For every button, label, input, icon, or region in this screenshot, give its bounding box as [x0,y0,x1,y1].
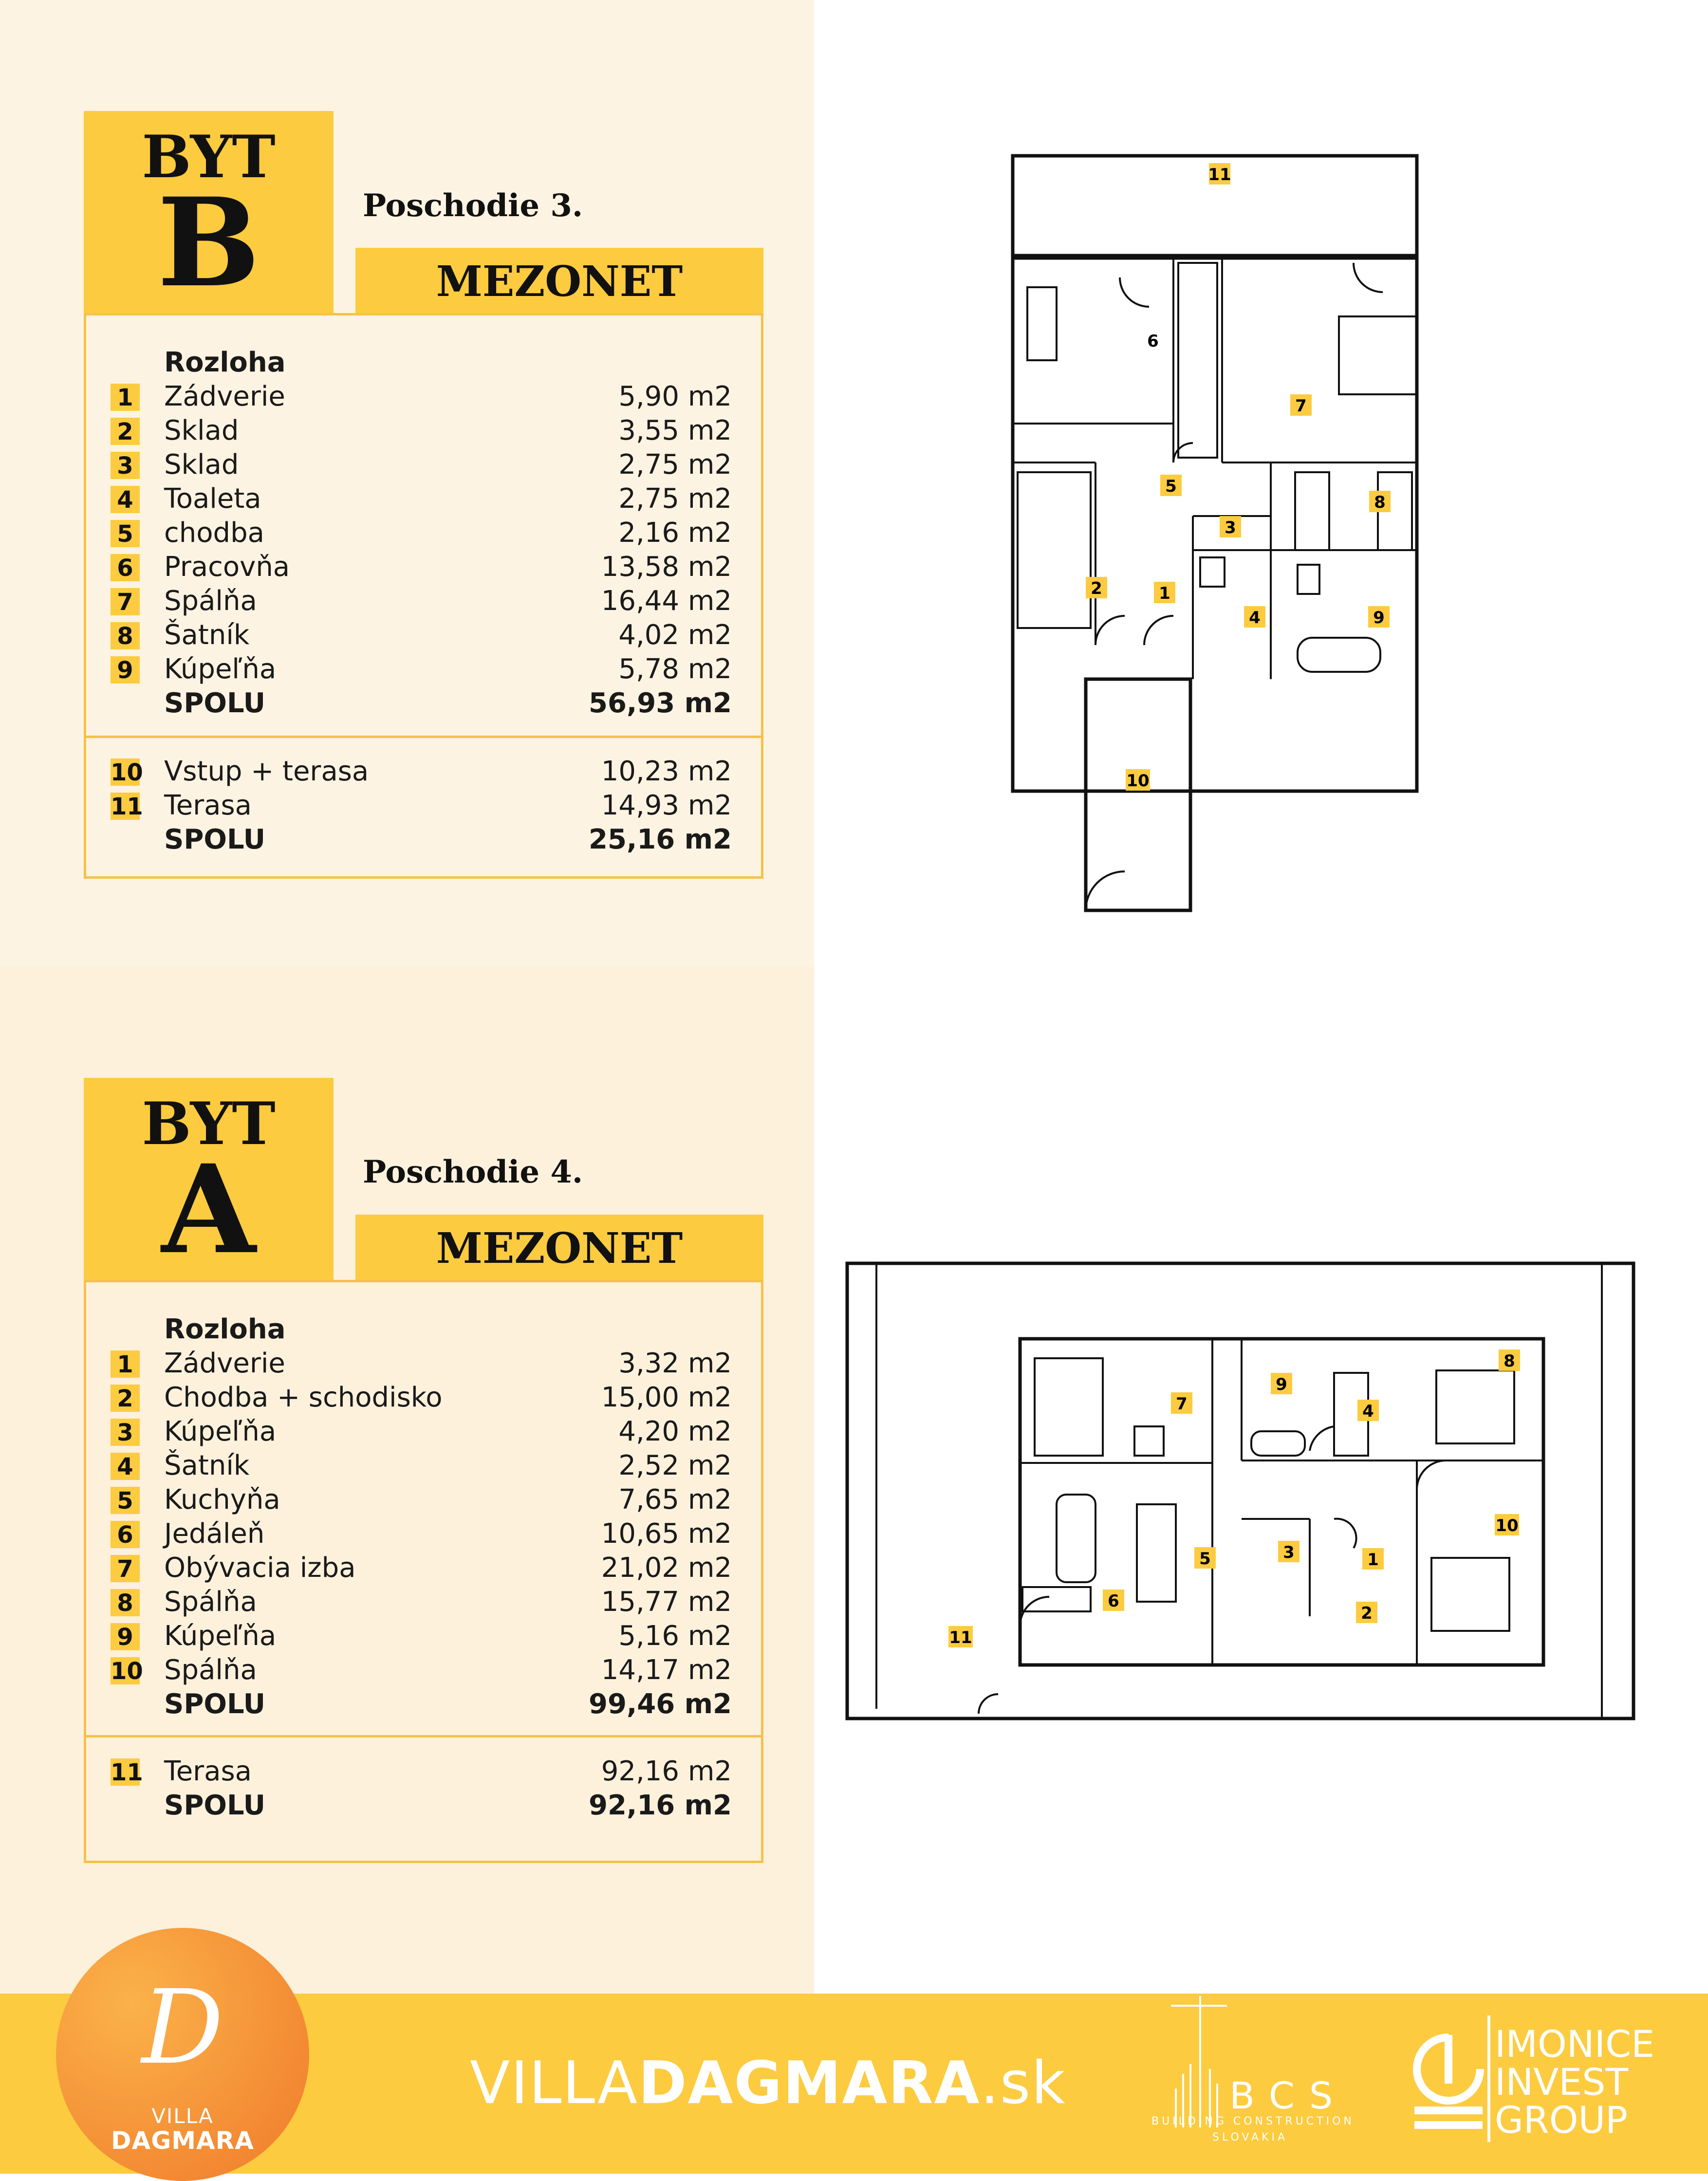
unit-b-room-number-badge: 8 [111,622,140,649]
plan-a-label-11: 11 [949,1628,972,1647]
bcs-subtitle-2: SLOVAKIA [1212,2131,1288,2144]
unit-a-extra-name: Terasa [164,1756,252,1787]
unit-b-room-name: Spálňa [164,585,257,617]
unit-a-room-area: 21,02 m2 [601,1552,732,1584]
plan-a-label-4: 4 [1362,1402,1374,1421]
unit-b-room-name: Sklad [164,415,239,446]
unit-b-room-row [86,618,761,652]
plan-b-outline [1013,256,1417,791]
unit-b-room-name: Toaleta [164,483,261,515]
bcs-name: BCS [1229,2074,1348,2117]
logo-dagmara-text: DAGMARA [111,2126,254,2155]
plan-a-label-5: 5 [1199,1549,1211,1569]
website-link[interactable]: VILLADAGMARA.sk [470,2050,1066,2117]
unit-a-heading: Rozloha [164,1313,286,1345]
unit-a-panel [0,966,814,1994]
unit-b-room-name: Pracovňa [164,551,290,583]
unit-a-room-area: 2,52 m2 [618,1450,732,1481]
unit-a-room-area: 7,65 m2 [618,1484,732,1516]
unit-b-room-area: 16,44 m2 [601,585,732,617]
unit-b-panel [0,0,814,966]
unit-a-room-name: Kúpeľňa [164,1416,277,1447]
logo-villa-text: VILLA [151,2104,214,2128]
plan-b-terrace-entry [1086,679,1190,910]
unit-a-letter: A [161,1138,256,1281]
unit-a-room-area: 14,17 m2 [601,1654,732,1686]
unit-b-room-name: Zádverie [164,381,285,412]
unit-b-room-name: Šatník [164,619,250,651]
unit-a-extra-area: 92,16 m2 [601,1756,732,1787]
unit-b-room-area: 2,16 m2 [618,517,732,549]
plan-b-label-10: 10 [1126,771,1150,791]
unit-b-room-number-badge: 6 [111,554,140,581]
unit-a-room-area: 5,16 m2 [618,1620,732,1652]
unit-b-room-area: 5,90 m2 [618,381,732,412]
unit-b-byt: BYT [142,123,276,191]
unit-a-divider [86,1735,761,1737]
unit-a-room-area: 15,00 m2 [601,1382,732,1413]
unit-a-room-row [86,1415,761,1449]
unit-b-title-box [84,111,334,313]
unit-b-extras-total-row: SPOLU 25,16 m2 [164,824,732,855]
unit-b-extra-name: Terasa [164,790,252,821]
unit-a-room-number-badge: 8 [111,1589,140,1616]
unit-a-room-name: Spálňa [164,1586,257,1618]
unit-b-floor-plan [998,146,1436,925]
unit-b-extra-number-badge: 10 [111,759,143,786]
plan-a-label-7: 7 [1176,1394,1188,1414]
unit-b-extra-area: 14,93 m2 [601,790,732,821]
unit-b-room-area: 5,78 m2 [618,653,732,685]
unit-b-room-name: Kúpeľňa [164,653,277,685]
unit-a-room-row [86,1653,761,1687]
unit-b-heading: Rozloha [164,347,286,378]
imonice-logo-icon [1407,2025,1490,2142]
unit-b-letter: B [157,171,260,314]
unit-a-floor-plan [842,1256,1646,1772]
unit-a-room-name: Chodba + schodisko [164,1382,443,1413]
plan-b-label-3: 3 [1225,518,1236,537]
unit-a-room-row [86,1381,761,1415]
unit-a-room-name: Kúpeľňa [164,1620,277,1652]
unit-a-room-area: 4,20 m2 [618,1416,732,1447]
unit-b-room-row [86,516,761,550]
imonice-divider [1487,2015,1490,2142]
unit-a-room-number-badge: 6 [111,1521,140,1548]
unit-b-room-area: 13,58 m2 [601,551,732,583]
imonice-line-3: GROUP [1495,2098,1628,2142]
unit-a-room-name: Jedáleň [164,1518,265,1550]
unit-b-divider [86,736,761,738]
unit-b-room-number-badge: 3 [111,452,140,479]
unit-a-type: MEZONET [355,1215,763,1280]
unit-a-room-number-badge: 3 [111,1419,140,1446]
unit-b-room-row [86,380,761,414]
unit-a-room-area: 3,32 m2 [618,1348,732,1379]
bcs-subtitle-1: BUILDING CONSTRUCTION [1151,2115,1355,2127]
unit-a-byt: BYT [142,1090,276,1158]
unit-b-room-area: 2,75 m2 [618,483,732,515]
unit-b-room-row [86,584,761,618]
plan-b-label-4: 4 [1249,608,1261,628]
unit-a-room-number-badge: 7 [111,1555,140,1582]
plan-a-label-3: 3 [1283,1543,1295,1562]
unit-b-floor: Poschodie 3. [363,187,583,224]
unit-a-room-row [86,1551,761,1585]
unit-b-room-number-badge: 9 [111,656,140,684]
plan-b-label-9: 9 [1373,608,1385,628]
unit-a-room-name: Spálňa [164,1654,257,1686]
unit-a-total-row: SPOLU 99,46 m2 [164,1688,732,1720]
plan-b-label-7: 7 [1295,396,1307,416]
unit-b-room-name: chodba [164,517,264,549]
plan-b-label-8: 8 [1374,493,1386,512]
unit-b-room-row [86,550,761,584]
unit-a-room-row [86,1517,761,1551]
unit-a-room-number-badge: 4 [111,1453,140,1480]
unit-a-room-area: 15,77 m2 [601,1586,732,1618]
unit-b-room-area: 2,75 m2 [618,449,732,481]
unit-a-room-row [86,1585,761,1619]
plan-b-label-2: 2 [1091,579,1102,598]
plan-a-label-6: 6 [1108,1591,1119,1611]
unit-b-room-number-badge: 1 [111,384,140,411]
unit-b-room-area: 4,02 m2 [618,619,732,651]
unit-a-extra-number-badge: 11 [111,1759,143,1786]
unit-a-room-number-badge: 5 [111,1487,140,1514]
plan-b-label-1: 1 [1159,584,1170,603]
unit-a-room-number-badge: 1 [111,1350,140,1378]
imonice-line-1: IMONICE [1495,2022,1655,2066]
villa-dagmara-logo [56,1928,309,2181]
unit-b-room-area: 3,55 m2 [618,415,732,446]
unit-b-room-row [86,448,761,482]
unit-b-area-table [84,313,763,879]
unit-a-room-row [86,1449,761,1483]
unit-b-extra-area: 10,23 m2 [601,756,732,787]
unit-b-extra-row [86,755,761,789]
unit-b-total-row: SPOLU 56,93 m2 [164,687,732,719]
unit-b-room-number-badge: 2 [111,418,140,445]
unit-a-title-box [84,1078,334,1280]
plan-b-label-11: 11 [1208,165,1231,185]
unit-a-extra-row [86,1755,761,1789]
bcs-logo-icon [1166,1991,1229,2132]
plan-a-label-1: 1 [1367,1550,1379,1570]
logo-monogram: D [141,1968,224,2087]
unit-a-room-number-badge: 9 [111,1623,140,1650]
unit-a-room-number-badge: 2 [111,1385,140,1412]
plan-a-label-8: 8 [1504,1351,1515,1371]
unit-b-room-row [86,482,761,516]
unit-b-room-number-badge: 7 [111,588,140,615]
unit-a-room-row [86,1619,761,1653]
plan-a-terrace-outline [847,1263,1634,1719]
unit-b-extra-name: Vstup + terasa [164,756,369,787]
unit-a-area-table [84,1280,763,1863]
unit-a-room-area: 10,65 m2 [601,1518,732,1550]
imonice-line-2: INVEST [1495,2060,1628,2104]
unit-a-room-name: Obývacia izba [164,1552,356,1584]
unit-b-room-number-badge: 4 [111,486,140,513]
unit-b-extra-number-badge: 11 [111,793,143,820]
unit-a-room-name: Zádverie [164,1348,285,1379]
unit-a-room-row [86,1483,761,1517]
unit-b-room-name: Sklad [164,449,239,481]
unit-a-room-row [86,1347,761,1381]
unit-a-room-name: Šatník [164,1450,250,1481]
plan-a-label-9: 9 [1276,1375,1287,1394]
unit-a-room-name: Kuchyňa [164,1484,280,1516]
unit-b-room-row [86,652,761,686]
plan-b-label-6: 6 [1147,332,1159,351]
unit-a-room-number-badge: 10 [111,1658,143,1685]
unit-a-floor: Poschodie 4. [363,1154,583,1190]
plan-a-label-2: 2 [1361,1604,1373,1623]
unit-b-room-number-badge: 5 [111,520,140,547]
unit-b-room-row [86,414,761,448]
unit-b-extra-row [86,789,761,823]
plan-b-label-5: 5 [1165,477,1177,496]
unit-a-extras-total-row: SPOLU 92,16 m2 [164,1790,732,1821]
plan-a-label-10: 10 [1495,1516,1519,1535]
unit-b-type: MEZONET [355,248,763,313]
